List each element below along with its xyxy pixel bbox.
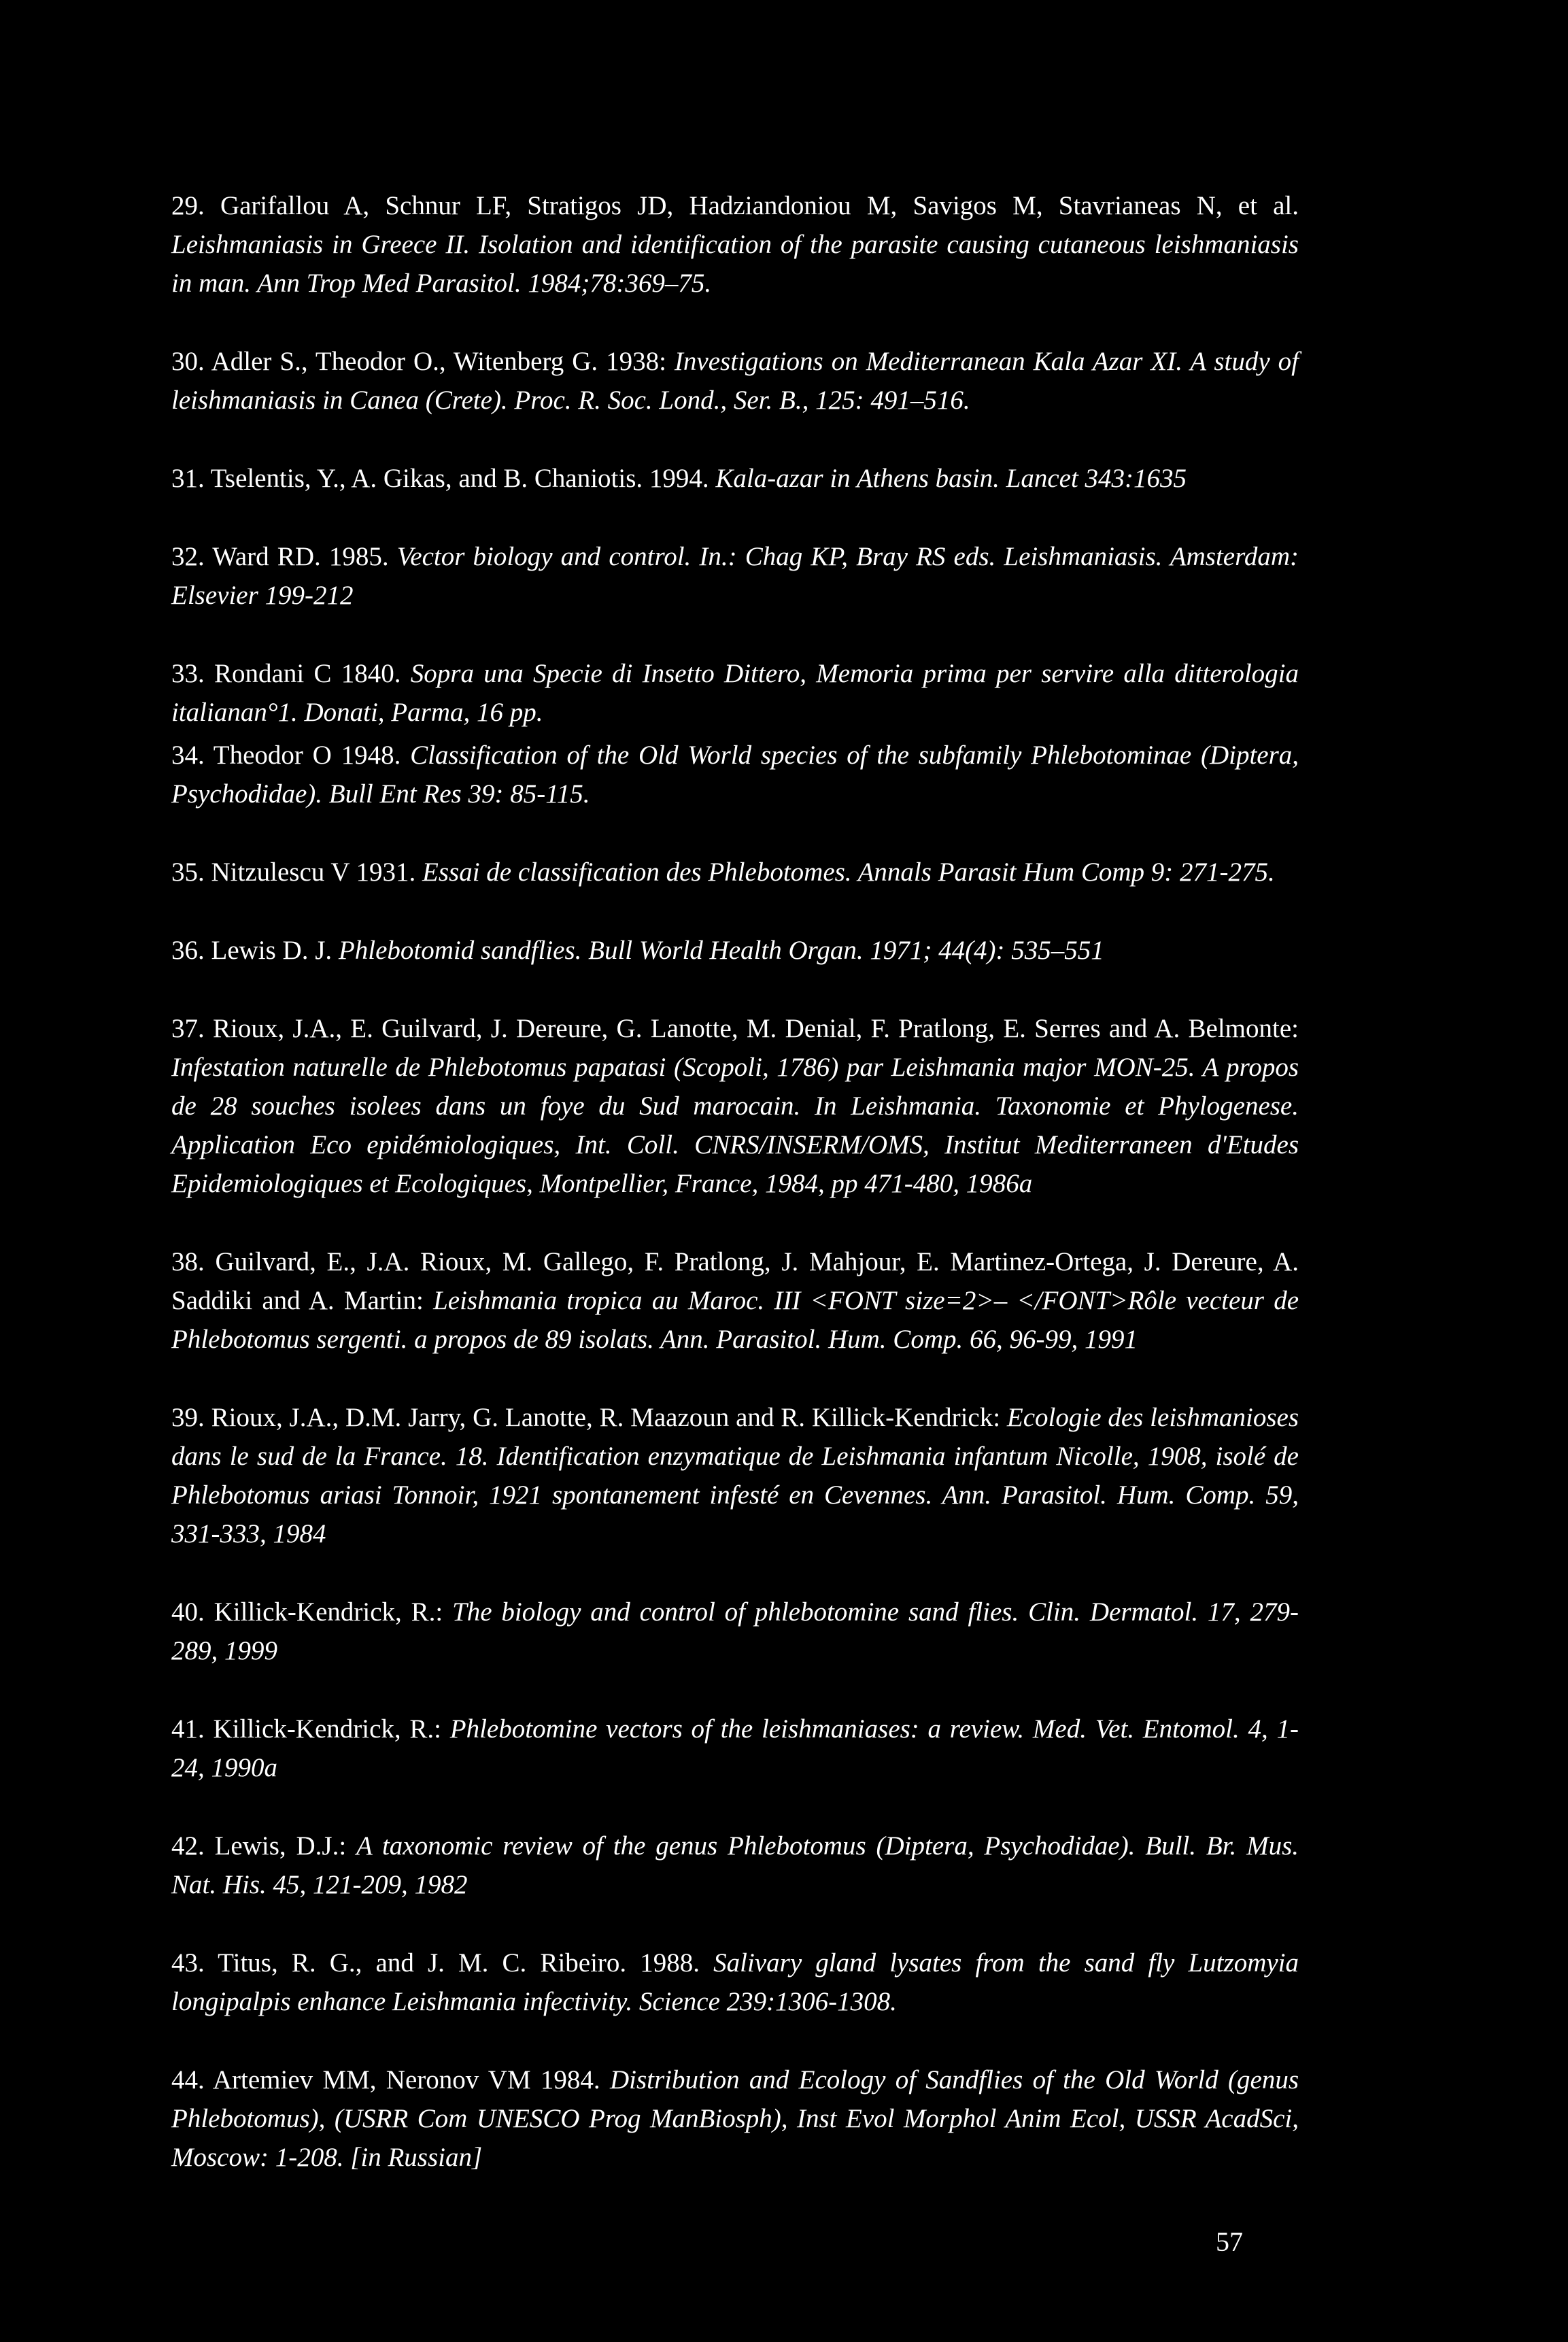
ref-authors: Theodor O 1948.	[213, 741, 401, 770]
ref-title: Phlebotomine vectors of the leishmaniases: a review. Med. Vet. Entomol. 4, 1-24, 1990a	[171, 1714, 1299, 1782]
reference-38	[171, 1242, 1299, 1359]
reference-37	[171, 1009, 1299, 1203]
ref-number: 33.	[171, 659, 205, 688]
reference-31	[171, 459, 1299, 498]
ref-authors: Garifallou A, Schnur LF, Stratigos JD, Hadziandoniou M, Savigos M, Stavrianeas N, et al.	[220, 191, 1299, 220]
reference-41	[171, 1710, 1299, 1787]
ref-authors: Guilvard, E., J.A. Rioux, M. Gallego, F. Pratlong, J. Mahjour, E. Martinez-Ortega, J. Dereure, A. Saddiki and A. Martin:	[171, 1247, 1299, 1315]
ref-authors: Nitzulescu V 1931.	[211, 858, 416, 887]
ref-authors: Lewis D. J.	[211, 936, 333, 965]
ref-title: Classification of the Old World species of the subfamily Phlebotominae (Diptera, Psychodidae). Bull Ent Res 39: 85-115.	[171, 741, 1299, 809]
reference-36	[171, 931, 1299, 970]
ref-number: 37.	[171, 1014, 205, 1043]
ref-authors: Lewis, D.J.:	[214, 1831, 347, 1861]
reference-29	[171, 186, 1299, 303]
ref-authors: Rioux, J.A., E. Guilvard, J. Dereure, G. Lanotte, M. Denial, F. Pratlong, E. Serres and A. Belmonte:	[213, 1014, 1299, 1043]
ref-title: Phlebotomid sandflies. Bull World Health Organ. 1971; 44(4): 535–551	[338, 936, 1104, 965]
ref-authors: Artemiev MM, Neronov VM 1984.	[212, 2065, 600, 2094]
ref-number: 41.	[171, 1714, 205, 1744]
ref-title: A taxonomic review of the genus Phlebotomus (Diptera, Psychodidae). Bull. Br. Mus. Nat. His. 45, 121-209, 1982	[171, 1831, 1299, 1899]
ref-title: Leishmaniasis in Greece II. Isolation and identification of the parasite causing cutaneous leishmaniasis in man. Ann Trop Med Parasitol. 1984;78:369–75.	[171, 230, 1299, 298]
ref-title: Leishmania tropica au Maroc. III <FONT size=2>– </FONT>Rôle vecteur de Phlebotomus sergenti. a propos de 89 isolats. Ann. Parasitol. Hum. Comp. 66, 96-99, 1991	[171, 1286, 1299, 1354]
reference-33	[171, 654, 1299, 732]
ref-authors: Killick-Kendrick, R.:	[214, 1597, 443, 1627]
ref-number: 43.	[171, 1948, 205, 1978]
ref-number: 44.	[171, 2065, 205, 2094]
reference-34	[171, 736, 1299, 813]
ref-title: Distribution and Ecology of Sandflies of the Old World (genus Phlebotomus), (USRR Com UNESCO Prog ManBiosph), Inst Evol Morphol Anim Ecol, USSR AcadSci, Moscow: 1-208. [in Russian]	[171, 2065, 1299, 2172]
ref-title: Kala-azar in Athens basin. Lancet 343:1635	[715, 464, 1187, 493]
ref-authors: Rondani C 1840.	[214, 659, 401, 688]
reference-35	[171, 853, 1299, 892]
ref-title: Investigations on Mediterranean Kala Azar XI. A study of leishmaniasis in Canea (Crete). Proc. R. Soc. Lond., Ser. B., 125: 491–516.	[171, 347, 1299, 415]
ref-number: 38.	[171, 1247, 205, 1276]
ref-number: 42.	[171, 1831, 205, 1861]
ref-number: 29.	[171, 191, 205, 220]
reference-44	[171, 2060, 1299, 2177]
reference-39	[171, 1398, 1299, 1553]
ref-title: Vector biology and control. In.: Chag KP, Bray RS eds. Leishmaniasis. Amsterdam: Elsevier 199-212	[171, 542, 1299, 610]
ref-title: Sopra una Specie di Insetto Dittero, Memoria prima per servire alla ditterologia italianan°1. Donati, Parma, 16 pp.	[171, 659, 1299, 727]
ref-authors: Rioux, J.A., D.M. Jarry, G. Lanotte, R. Maazoun and R. Killick-Kendrick:	[211, 1403, 1001, 1432]
ref-number: 32.	[171, 542, 205, 571]
ref-number: 35.	[171, 858, 205, 887]
ref-authors: Adler S., Theodor O., Witenberg G. 1938:	[211, 347, 666, 376]
reference-30	[171, 342, 1299, 420]
ref-number: 30.	[171, 347, 205, 376]
ref-number: 36.	[171, 936, 205, 965]
ref-authors: Ward RD. 1985.	[212, 542, 389, 571]
ref-title: Salivary gland lysates from the sand fly Lutzomyia longipalpis enhance Leishmania infectivity. Science 239:1306-1308.	[171, 1948, 1299, 2016]
ref-number: 34.	[171, 741, 205, 770]
ref-authors: Killick-Kendrick, R.:	[213, 1714, 442, 1744]
ref-authors: Titus, R. G., and J. M. C. Ribeiro. 1988.	[218, 1948, 700, 1978]
reference-43	[171, 1944, 1299, 2021]
ref-title: Essai de classification des Phlebotomes. Annals Parasit Hum Comp 9: 271-275.	[422, 858, 1275, 887]
ref-title: Ecologie des leishmanioses dans le sud de la France. 18. Identification enzymatique de Leishmania infantum Nicolle, 1908, isolé de Phlebotomus ariasi Tonnoir, 1921 spontanement infesté en Cevennes. Ann. Parasitol. Hum. Comp. 59, 331-333, 1984	[171, 1403, 1299, 1548]
reference-40	[171, 1593, 1299, 1670]
ref-number: 39.	[171, 1403, 205, 1432]
reference-32	[171, 537, 1299, 615]
reference-42	[171, 1827, 1299, 1904]
reference-list	[171, 186, 1299, 2216]
ref-number: 31.	[171, 464, 205, 493]
page-number: 57	[1216, 2226, 1243, 2257]
ref-title: Infestation naturelle de Phlebotomus papatasi (Scopoli, 1786) par Leishmania major MON-25. A propos de 28 souches isolees dans un foye du Sud marocain. In Leishmania. Taxonomie et Phylogenese. Application Eco epidémiologiques, Int. Coll. CNRS/INSERM/OMS, Institut Mediterraneen d'Etudes Epidemiologiques et Ecologiques, Montpellier, France, 1984, pp 471-480, 1986a	[171, 1053, 1299, 1198]
ref-authors: Tselentis, Y., A. Gikas, and B. Chaniotis. 1994.	[210, 464, 709, 493]
ref-title: The biology and control of phlebotomine sand flies. Clin. Dermatol. 17, 279-289, 1999	[171, 1597, 1299, 1665]
ref-number: 40.	[171, 1597, 205, 1627]
